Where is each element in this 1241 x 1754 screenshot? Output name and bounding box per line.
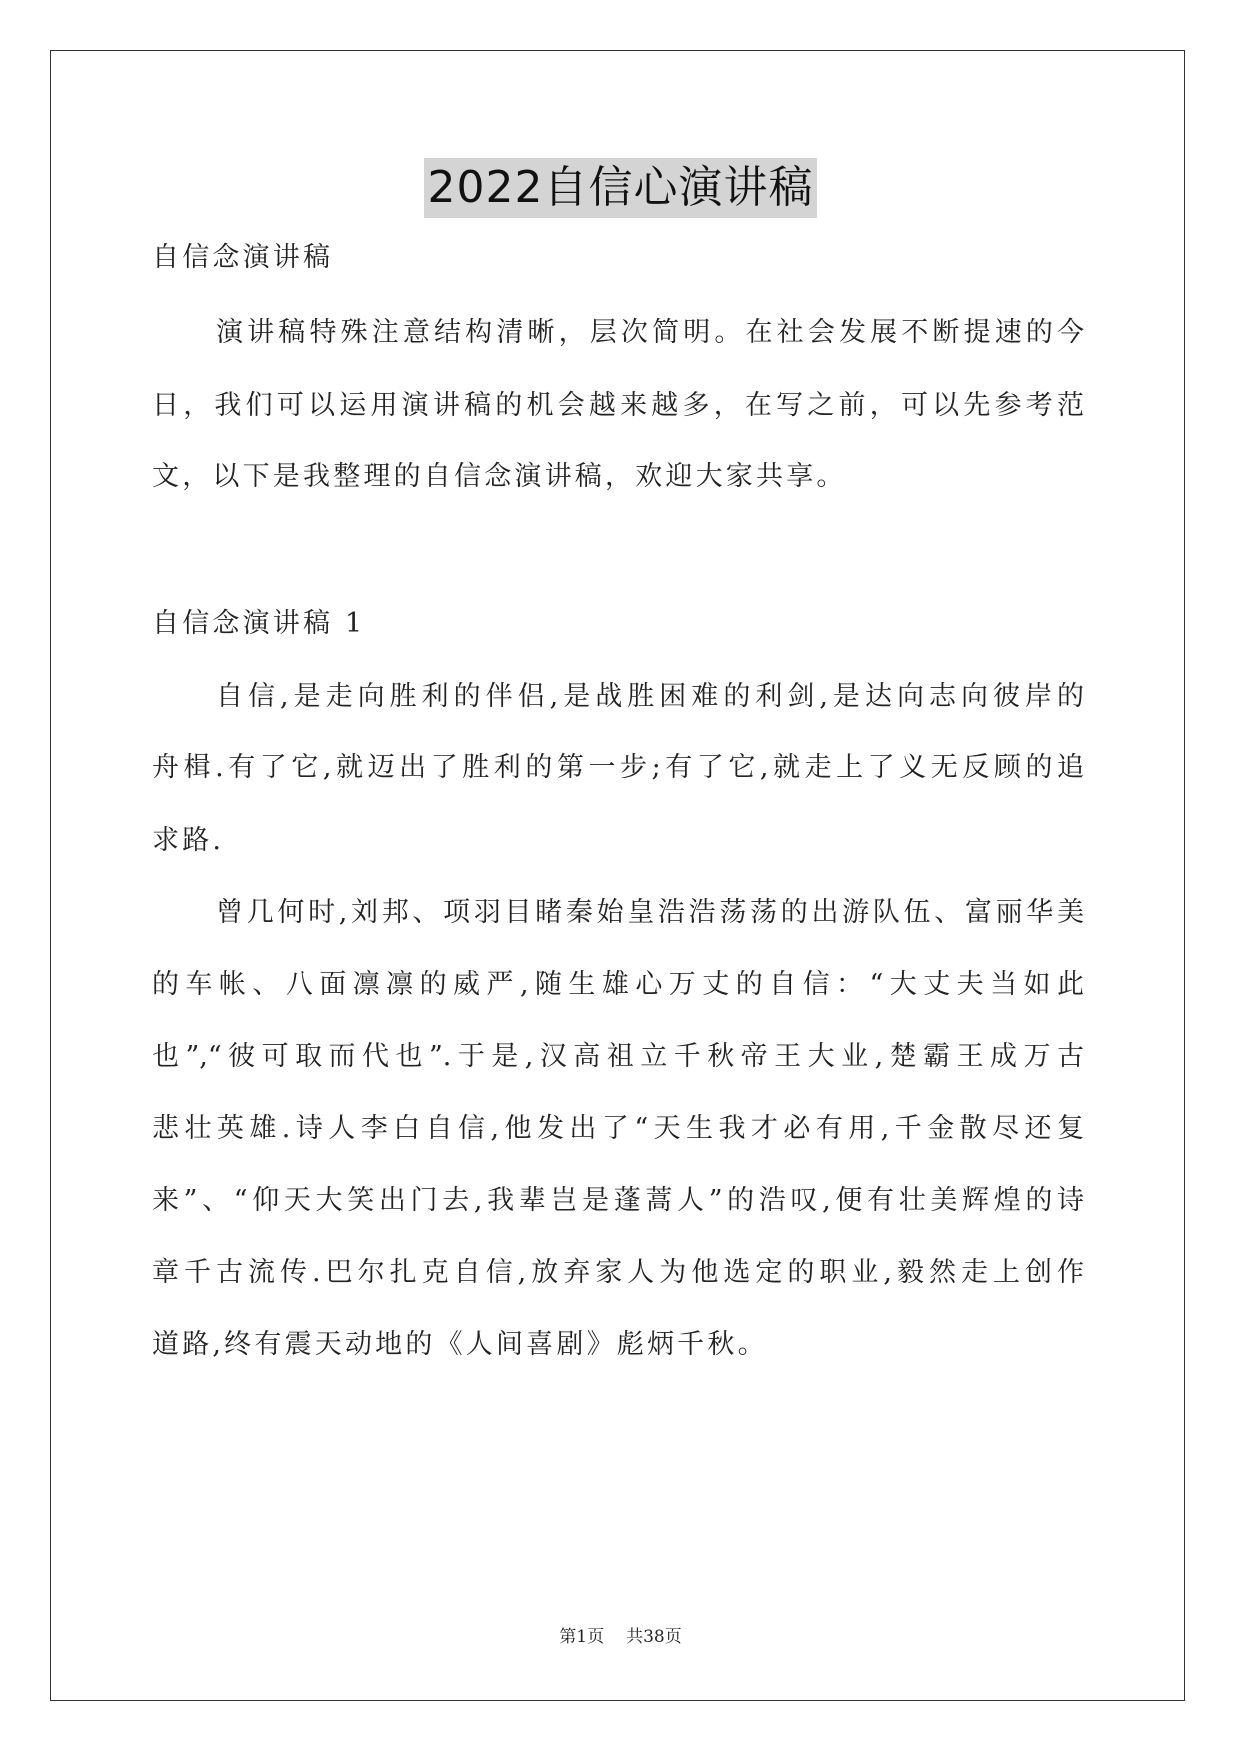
section1-para1-line-1: 自信,是走向胜利的伴侣,是战胜困难的利剑,是达向志向彼岸的 — [216, 681, 1084, 712]
section1-heading: 自信念演讲稿 1 — [152, 608, 366, 639]
section1-para1-line-2: 舟楫.有了它,就迈出了胜利的第一步;有了它,就走上了义无反顾的追 — [152, 752, 1084, 783]
section1-para2-line-7: 道路,终有震天动地的《人间喜剧》彪炳千秋。 — [152, 1329, 768, 1360]
intro-line-1: 演讲稿特殊注意结构清晰，层次简明。在社会发展不断提速的今 — [216, 317, 1084, 348]
intro-line-2: 日，我们可以运用演讲稿的机会越来越多，在写之前，可以先参考范 — [152, 390, 1084, 421]
section1-para2-line-5: 来”、“仰天大笑出门去,我辈岂是蓬蒿人”的浩叹,便有壮美辉煌的诗 — [152, 1185, 1084, 1216]
section1-para2-line-2: 的车帐、八面凛凛的威严,随生雄心万丈的自信：“大丈夫当如此 — [152, 969, 1084, 1000]
page-footer — [0, 1622, 1241, 1647]
intro-heading: 自信念演讲稿 — [152, 242, 334, 273]
section1-para2-line-6: 章千古流传.巴尔扎克自信,放弃家人为他选定的职业,毅然走上创作 — [152, 1257, 1084, 1288]
section1-para2-line-3: 也”,“彼可取而代也”.于是,汉高祖立千秋帝王大业,楚霸王成万古 — [152, 1041, 1084, 1072]
section1-para2-line-4: 悲壮英雄.诗人李白自信,他发出了“天生我才必有用,千金散尽还复 — [152, 1113, 1084, 1144]
page-number-current: 第1页 — [559, 1627, 605, 1647]
section1-para1-line-3: 求路. — [152, 825, 225, 856]
section1-para2-line-1: 曾几何时,刘邦、项羽目睹秦始皇浩浩荡荡的出游队伍、富丽华美 — [216, 897, 1084, 928]
page-border — [50, 50, 1185, 1701]
page-number-total: 共38页 — [626, 1627, 682, 1647]
intro-line-3: 文，以下是我整理的自信念演讲稿，欢迎大家共享。 — [152, 461, 847, 492]
document-title: 2022自信心演讲稿 — [424, 158, 818, 218]
title-container — [0, 158, 1241, 218]
